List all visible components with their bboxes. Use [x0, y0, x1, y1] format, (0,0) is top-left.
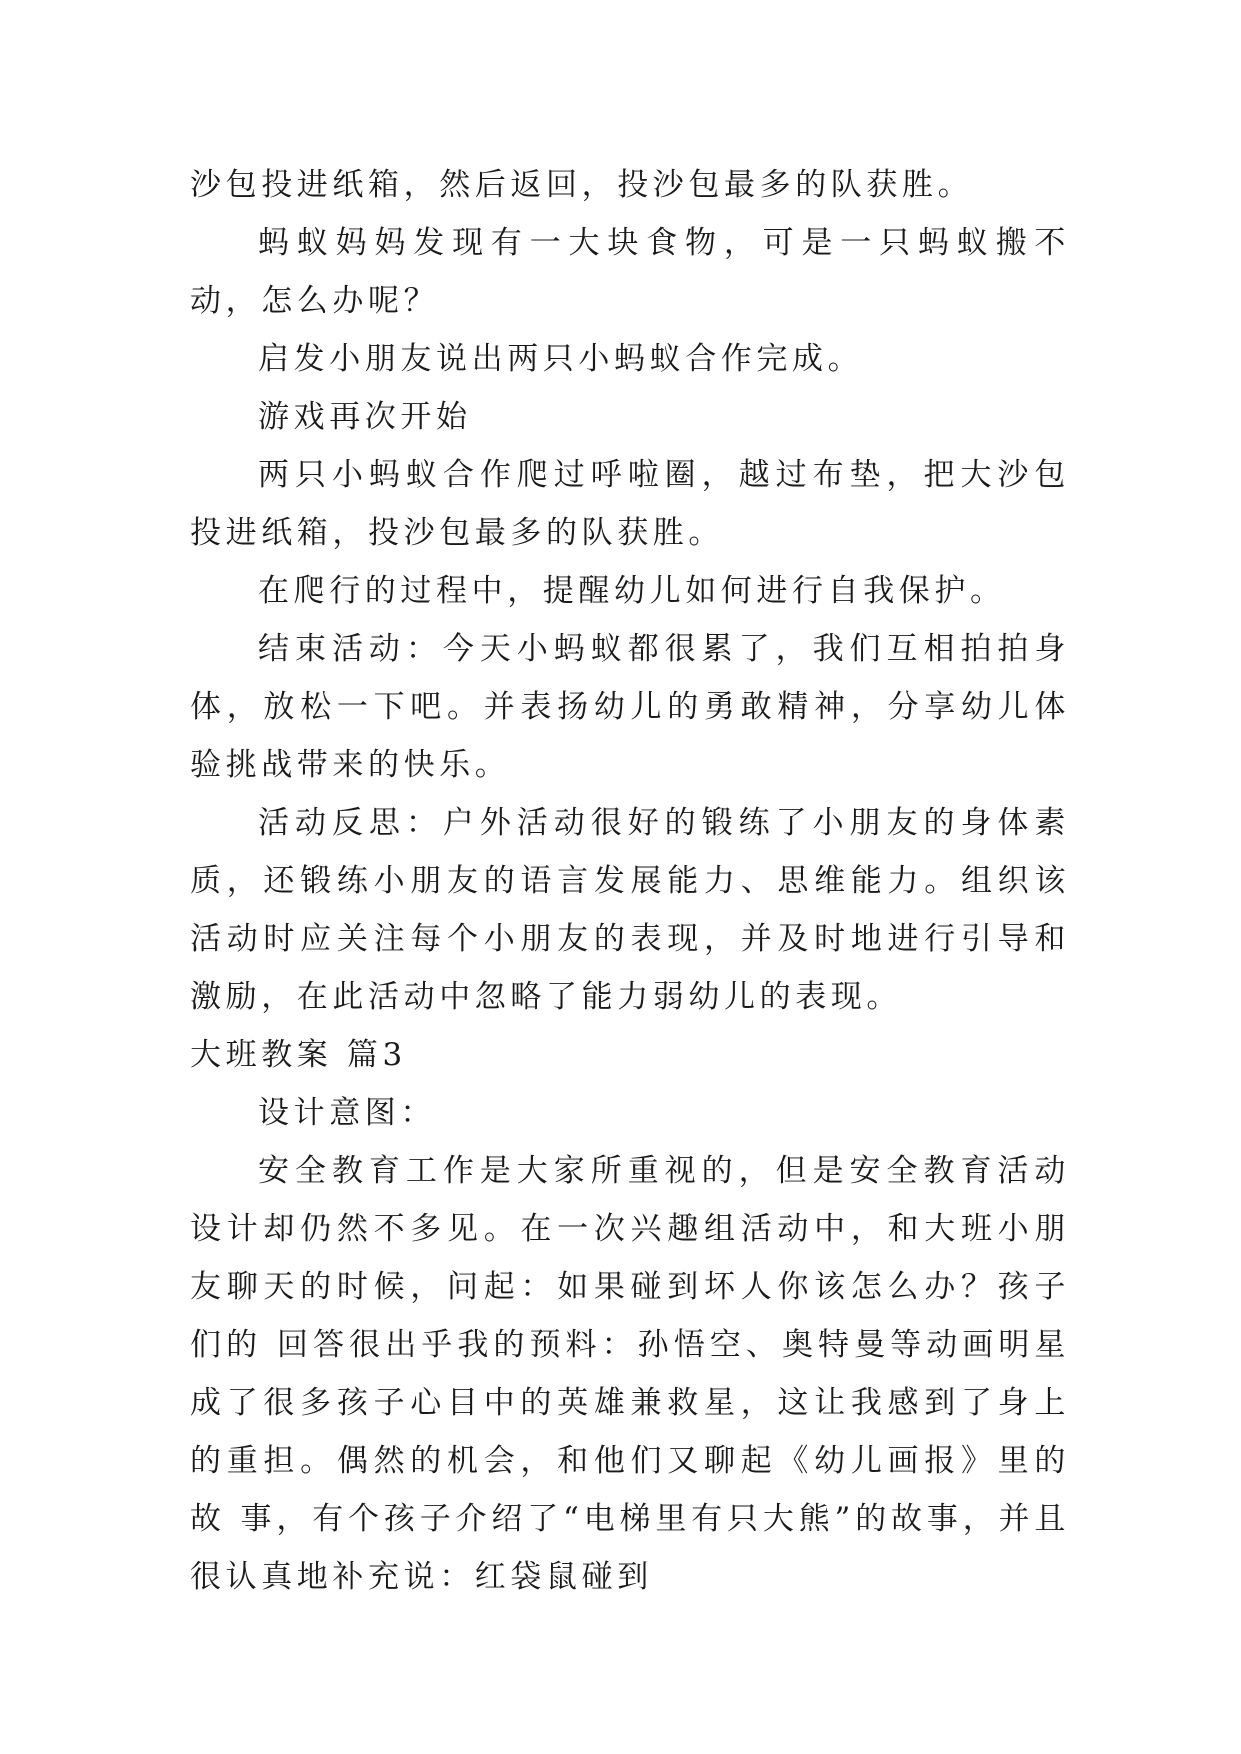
section-heading: 大班教案 篇3 — [190, 1037, 407, 1073]
paragraph: 结束活动：今天小蚂蚁都很累了，我们互相拍拍身体，放松一下吧。并表扬幼儿的勇敢精神，分享幼儿体验挑战带来的快乐。 — [190, 631, 1070, 783]
paragraph: 设计意图： — [258, 1095, 436, 1131]
paragraph: 在爬行的过程中，提醒幼儿如何进行自我保护。 — [258, 573, 1006, 609]
paragraph: 沙包投进纸箱，然后返回，投沙包最多的队获胜。 — [190, 167, 974, 203]
document-body — [190, 156, 1070, 1606]
paragraph: 两只小蚂蚁合作爬过呼啦圈，越过布垫，把大沙包投进纸箱，投沙包最多的队获胜。 — [190, 457, 1070, 551]
paragraph: 游戏再次开始 — [258, 399, 472, 435]
paragraph: 启发小朋友说出两只小蚂蚁合作完成。 — [258, 341, 864, 377]
paragraph: 活动反思：户外活动很好的锻练了小朋友的身体素质，还锻练小朋友的语言发展能力、思维能力。组织该活动时应关注每个小朋友的表现，并及时地进行引导和激励，在此活动中忽略了能力弱幼儿的表现。 — [190, 805, 1070, 1015]
paragraph: 安全教育工作是大家所重视的，但是安全教育活动设计却仍然不多见。在一次兴趣组活动中，和大班小朋友聊天的时候，问起：如果碰到坏人你该怎么办？孩子们的 回答很出乎我的预料：孙悟空、奥特曼等动画明星成了很多孩子心目中的英雄兼救星，这让我感到了身上的重担。偶然的机会，和他们又聊起《幼儿画报》里的故 事，有个孩子介绍了“电梯里有只大熊”的故事，并且很认真地补充说：红袋鼠碰到 — [190, 1153, 1070, 1595]
paragraph: 蚂蚁妈妈发现有一大块食物，可是一只蚂蚁搬不动，怎么办呢？ — [190, 225, 1070, 319]
